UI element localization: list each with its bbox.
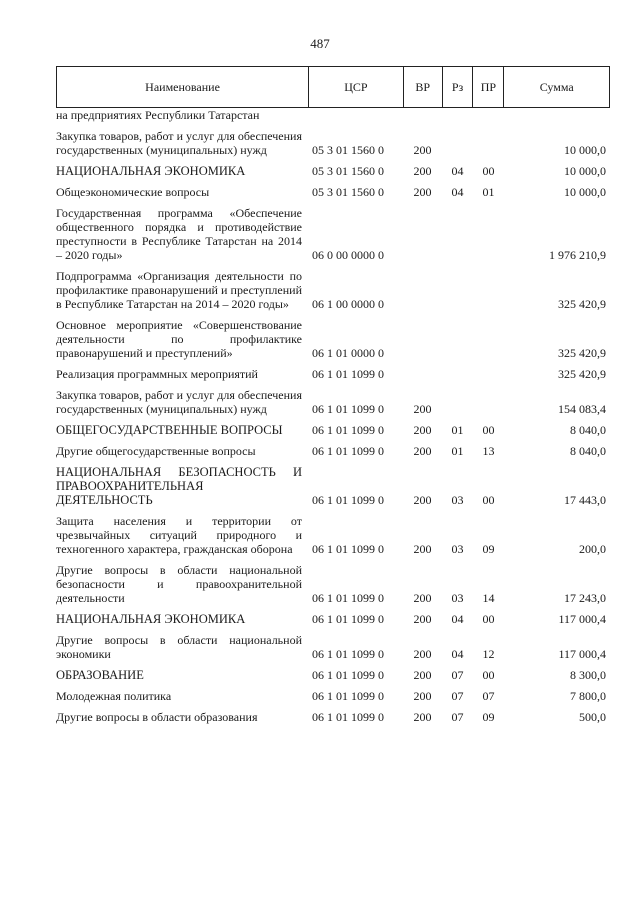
row-vr: 200 bbox=[413, 668, 432, 682]
row-csr: 05 3 01 1560 0 bbox=[312, 143, 384, 157]
row-rz: 04 bbox=[451, 647, 464, 661]
table-row bbox=[56, 689, 610, 703]
row-name: Другие вопросы в области национальной безопасности и правоохранительной деятельности bbox=[56, 563, 302, 605]
row-rz: 07 bbox=[451, 689, 464, 703]
row-vr: 200 bbox=[413, 591, 432, 605]
row-csr: 06 1 01 1099 0 bbox=[312, 367, 384, 381]
header-name: Наименование bbox=[145, 79, 220, 94]
row-name: на предприятиях Республики Татарстан bbox=[56, 108, 260, 122]
table-row bbox=[56, 563, 610, 605]
row-name: Молодежная политика bbox=[56, 689, 172, 703]
row-rz: 04 bbox=[451, 612, 464, 626]
budget-table bbox=[56, 66, 610, 724]
row-vr: 200 bbox=[413, 164, 432, 178]
row-sum: 17 443,0 bbox=[564, 493, 606, 507]
row-sum: 8 040,0 bbox=[570, 444, 606, 458]
table-body bbox=[56, 108, 610, 724]
row-vr: 200 bbox=[413, 647, 432, 661]
row-vr: 200 bbox=[413, 710, 432, 724]
table-row bbox=[56, 108, 610, 122]
table-row bbox=[56, 423, 610, 437]
table-row bbox=[56, 206, 610, 262]
row-sum: 17 243,0 bbox=[564, 591, 606, 605]
row-vr: 200 bbox=[413, 493, 432, 507]
header-csr: ЦСР bbox=[308, 67, 403, 107]
row-name: Другие вопросы в области образования bbox=[56, 710, 258, 724]
row-csr: 06 1 01 1099 0 bbox=[312, 647, 384, 661]
row-name: Закупка товаров, работ и услуг для обеспечения государственных (муниципальных) нужд bbox=[56, 129, 302, 157]
row-csr: 06 1 01 1099 0 bbox=[312, 542, 384, 556]
table-row bbox=[56, 164, 610, 178]
header-pr: ПР bbox=[472, 67, 503, 107]
row-name: Реализация программных мероприятий bbox=[56, 367, 258, 381]
row-sum: 10 000,0 bbox=[564, 164, 606, 178]
row-csr: 06 1 01 1099 0 bbox=[312, 710, 384, 724]
table-row bbox=[56, 465, 610, 507]
row-sum: 10 000,0 bbox=[564, 185, 606, 199]
row-csr: 06 1 01 1099 0 bbox=[312, 423, 384, 437]
row-vr: 200 bbox=[413, 689, 432, 703]
row-sum: 8 040,0 bbox=[570, 423, 606, 437]
row-csr: 06 1 01 1099 0 bbox=[312, 668, 384, 682]
row-rz: 07 bbox=[451, 710, 464, 724]
row-vr: 200 bbox=[413, 612, 432, 626]
row-name: Общеэкономические вопросы bbox=[56, 185, 210, 199]
table-row bbox=[56, 318, 610, 360]
row-csr: 06 1 01 0000 0 bbox=[312, 346, 384, 360]
table-row bbox=[56, 612, 610, 626]
row-name: НАЦИОНАЛЬНАЯ ЭКОНОМИКА bbox=[56, 164, 246, 178]
table-row bbox=[56, 668, 610, 682]
row-csr: 05 3 01 1560 0 bbox=[312, 185, 384, 199]
row-sum: 7 800,0 bbox=[570, 689, 606, 703]
row-rz: 03 bbox=[451, 542, 464, 556]
table-row bbox=[56, 129, 610, 157]
header-rz: Рз bbox=[442, 67, 473, 107]
row-pr: 00 bbox=[482, 612, 495, 626]
row-sum: 325 420,9 bbox=[558, 346, 606, 360]
row-csr: 06 1 00 0000 0 bbox=[312, 297, 384, 311]
row-name: ОБРАЗОВАНИЕ bbox=[56, 668, 144, 682]
table-row bbox=[56, 388, 610, 416]
row-sum: 117 000,4 bbox=[558, 612, 606, 626]
row-pr: 00 bbox=[482, 668, 495, 682]
row-vr: 200 bbox=[413, 542, 432, 556]
row-vr: 200 bbox=[413, 143, 432, 157]
row-pr: 07 bbox=[482, 689, 495, 703]
table-header bbox=[56, 66, 610, 108]
row-vr: 200 bbox=[413, 444, 432, 458]
row-pr: 01 bbox=[482, 185, 495, 199]
row-sum: 117 000,4 bbox=[558, 647, 606, 661]
table-row bbox=[56, 633, 610, 661]
row-name: ОБЩЕГОСУДАРСТВЕННЫЕ ВОПРОСЫ bbox=[56, 423, 283, 437]
row-name: Защита населения и территории от чрезвычайных ситуаций природного и техногенного характера, гражданская оборона bbox=[56, 514, 302, 556]
row-csr: 06 1 01 1099 0 bbox=[312, 612, 384, 626]
row-pr: 13 bbox=[482, 444, 495, 458]
table-row bbox=[56, 514, 610, 556]
row-name: Другие общегосударственные вопросы bbox=[56, 444, 256, 458]
header-sum: Сумма bbox=[503, 67, 609, 107]
row-pr: 00 bbox=[482, 164, 495, 178]
row-vr: 200 bbox=[413, 185, 432, 199]
row-rz: 03 bbox=[451, 591, 464, 605]
row-pr: 14 bbox=[482, 591, 495, 605]
row-sum: 325 420,9 bbox=[558, 367, 606, 381]
row-csr: 06 1 01 1099 0 bbox=[312, 493, 384, 507]
row-sum: 8 300,0 bbox=[570, 668, 606, 682]
row-sum: 154 083,4 bbox=[558, 402, 606, 416]
table-row bbox=[56, 710, 610, 724]
row-csr: 06 1 01 1099 0 bbox=[312, 689, 384, 703]
row-csr: 06 1 01 1099 0 bbox=[312, 402, 384, 416]
row-rz: 04 bbox=[451, 164, 464, 178]
table-row bbox=[56, 269, 610, 311]
table-row bbox=[56, 185, 610, 199]
row-name: Основное мероприятие «Совершенствование деятельности по профилактике правонарушений и преступлений» bbox=[56, 318, 302, 360]
row-pr: 12 bbox=[482, 647, 495, 661]
row-name: Другие вопросы в области национальной экономики bbox=[56, 633, 302, 661]
row-csr: 06 1 01 1099 0 bbox=[312, 444, 384, 458]
row-csr: 05 3 01 1560 0 bbox=[312, 164, 384, 178]
row-rz: 01 bbox=[451, 423, 464, 437]
row-sum: 325 420,9 bbox=[558, 297, 606, 311]
page-number: 487 bbox=[310, 36, 330, 51]
row-csr: 06 1 01 1099 0 bbox=[312, 591, 384, 605]
header-vr: ВР bbox=[403, 67, 442, 107]
table-row bbox=[56, 367, 610, 381]
row-rz: 07 bbox=[451, 668, 464, 682]
row-rz: 01 bbox=[451, 444, 464, 458]
row-vr: 200 bbox=[413, 423, 432, 437]
row-sum: 500,0 bbox=[579, 710, 606, 724]
row-vr: 200 bbox=[413, 402, 432, 416]
row-name: Подпрограмма «Организация деятельности по профилактике правонарушений и преступлений в Республике Татарстан на 2014 – 2020 годы» bbox=[56, 269, 302, 311]
row-pr: 00 bbox=[482, 423, 495, 437]
table-row bbox=[56, 444, 610, 458]
row-sum: 10 000,0 bbox=[564, 143, 606, 157]
row-name: НАЦИОНАЛЬНАЯ БЕЗОПАСНОСТЬ И ПРАВООХРАНИТЕЛЬНАЯ ДЕЯТЕЛЬНОСТЬ bbox=[56, 465, 302, 507]
row-sum: 1 976 210,9 bbox=[549, 248, 606, 262]
row-pr: 00 bbox=[482, 493, 495, 507]
row-name: Закупка товаров, работ и услуг для обеспечения государственных (муниципальных) нужд bbox=[56, 388, 302, 416]
row-pr: 09 bbox=[482, 542, 495, 556]
row-sum: 200,0 bbox=[579, 542, 606, 556]
row-rz: 04 bbox=[451, 185, 464, 199]
row-name: Государственная программа «Обеспечение общественного порядка и противодействие преступности в Республике Татарстан на 2014 – 2020 годы» bbox=[56, 206, 302, 262]
row-csr: 06 0 00 0000 0 bbox=[312, 248, 384, 262]
row-pr: 09 bbox=[482, 710, 495, 724]
row-name: НАЦИОНАЛЬНАЯ ЭКОНОМИКА bbox=[56, 612, 246, 626]
row-rz: 03 bbox=[451, 493, 464, 507]
